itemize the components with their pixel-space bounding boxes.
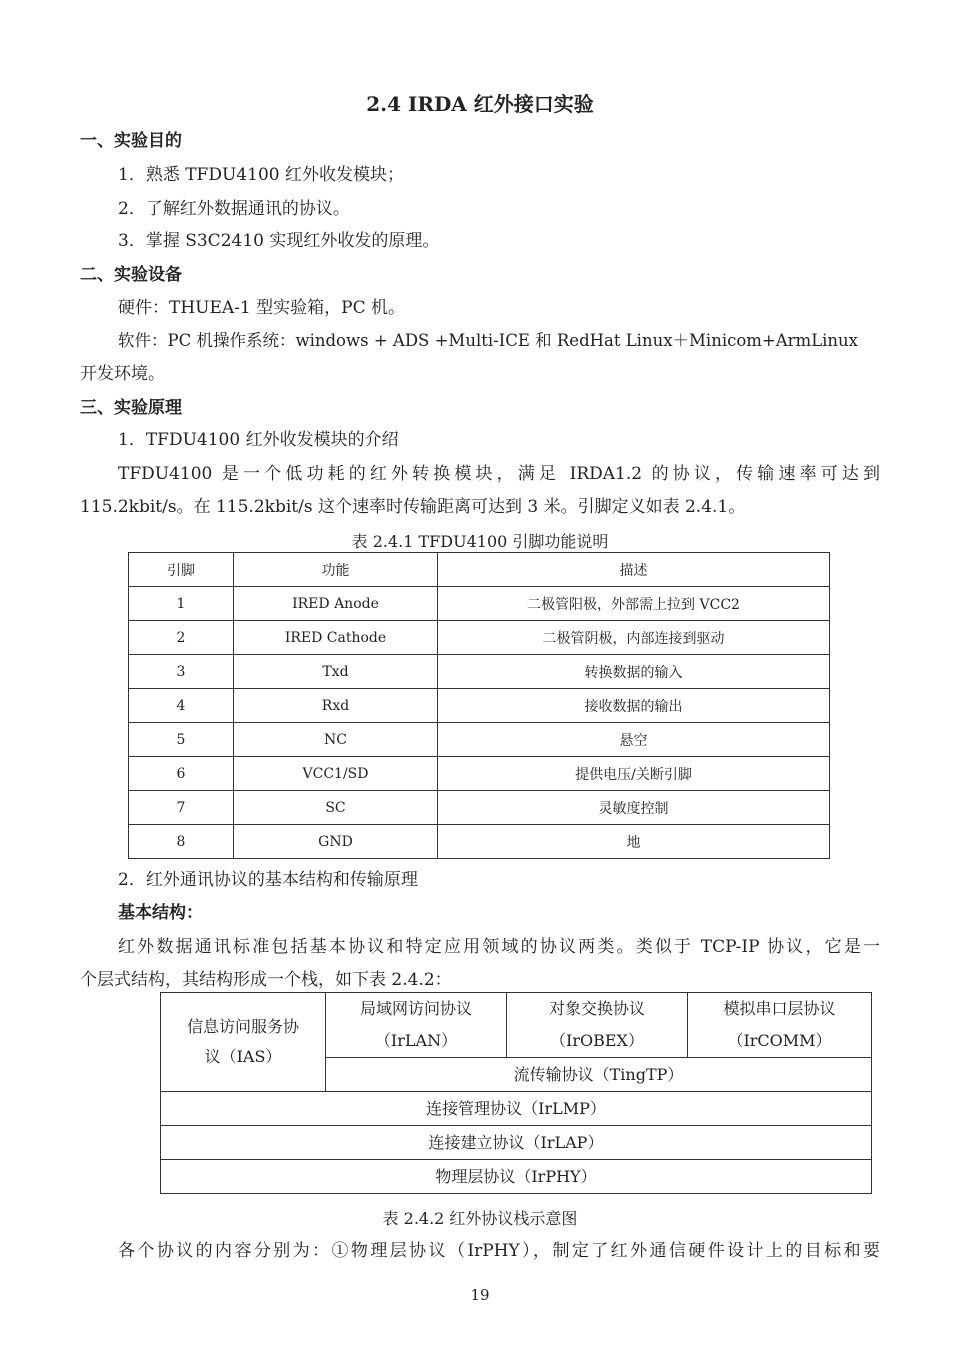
irlan-cell [326,993,507,1058]
pin-function-table [128,552,830,859]
pin-description: 地 [438,825,830,859]
software-text-line2: 开发环境。 [80,364,165,384]
pin-description: 提供电压/关断引脚 [438,757,830,791]
table-row [129,587,830,621]
hardware-text: 硬件：THUEA-1 型实验箱，PC 机。 [118,298,405,318]
irphy-cell: 物理层协议（IrPHY） [161,1160,872,1194]
pin-number: 7 [129,791,234,825]
section-heading-principle: 三、实验原理 [80,398,182,418]
principle-para3: 各个协议的内容分别为：①物理层协议（IrPHY），制定了红外通信硬件设计上的目标和要 [118,1241,880,1261]
ircomm-label-line2: （IrCOMM） [727,1031,832,1050]
pin-function: IRED Anode [234,587,438,621]
section-heading-equipment: 二、实验设备 [80,265,182,285]
principle-para2-line1: 红外数据通讯标准包括基本协议和特定应用领域的协议两类。类似于 TCP-IP 协议，它是一 [118,937,880,957]
tingtp-cell: 流传输协议（TingTP） [326,1058,872,1092]
pin-number: 4 [129,689,234,723]
pin-function: SC [234,791,438,825]
table-row [129,689,830,723]
irlan-label-line1: 局域网访问协议 [359,999,472,1018]
principle-para2-line2: 个层式结构，其结构形成一个栈，如下表 2.4.2： [80,970,452,990]
purpose-item-1: 1．熟悉 TFDU4100 红外收发模块； [118,165,404,185]
protocol-stack-table [160,992,872,1194]
pin-description: 灵敏度控制 [438,791,830,825]
basic-structure-heading: 基本结构： [118,903,203,923]
purpose-item-3: 3．掌握 S3C2410 实现红外收发的原理。 [118,231,440,251]
table-row [129,791,830,825]
pin-function: Txd [234,655,438,689]
header-pin: 引脚 [129,553,234,587]
irobex-label-line2: （IrOBEX） [550,1031,644,1050]
principle-para1-line2: 115.2kbit/s。在 115.2kbit/s 这个速率时传输距离可达到 3 米。引脚定义如表 2.4.1。 [80,497,746,517]
pin-number: 2 [129,621,234,655]
irobex-cell [507,993,688,1058]
table1-caption: 表 2.4.1 TFDU4100 引脚功能说明 [351,532,609,551]
pin-function: NC [234,723,438,757]
pin-number: 1 [129,587,234,621]
table-row [129,825,830,859]
ias-label-line2: 议（IAS） [204,1047,282,1066]
table-header-row [129,553,830,587]
pin-description: 悬空 [438,723,830,757]
ias-label-line1: 信息访问服务协 [186,1017,299,1036]
pin-number: 6 [129,757,234,791]
table-row [129,723,830,757]
pin-description: 二极管阳极，外部需上拉到 VCC2 [438,587,830,621]
ircomm-label-line1: 模拟串口层协议 [723,999,836,1018]
pin-description: 转换数据的输入 [438,655,830,689]
principle-subheading-2: 2．红外通讯协议的基本结构和传输原理 [118,870,418,890]
ias-cell [161,993,326,1092]
table-row [129,655,830,689]
principle-subheading-1: 1．TFDU4100 红外收发模块的介绍 [118,430,399,450]
page-number: 19 [470,1286,490,1304]
ircomm-cell [688,993,872,1058]
pin-function: GND [234,825,438,859]
header-function: 功能 [234,553,438,587]
table2-caption: 表 2.4.2 红外协议栈示意图 [382,1209,578,1228]
pin-function: IRED Cathode [234,621,438,655]
pin-number: 8 [129,825,234,859]
pin-number: 5 [129,723,234,757]
pin-description: 接收数据的输出 [438,689,830,723]
principle-para1-line1: TFDU4100 是一个低功耗的红外转换模块，满足 IRDA1.2 的协议，传输速率可达到 [118,464,880,484]
table-row [129,757,830,791]
irobex-label-line1: 对象交换协议 [548,999,645,1018]
purpose-item-2: 2．了解红外数据通讯的协议。 [118,199,350,219]
irlmp-cell: 连接管理协议（IrLMP） [161,1092,872,1126]
page-title: 2.4 IRDA 红外接口实验 [366,92,594,116]
irlap-cell: 连接建立协议（IrLAP） [161,1126,872,1160]
table-row [129,621,830,655]
irlan-label-line2: （IrLAN） [374,1031,458,1050]
software-text-line1: 软件：PC 机操作系统：windows + ADS +Multi-ICE 和 RedHat Linux＋Minicom+ArmLinux [118,331,858,350]
header-description: 描述 [438,553,830,587]
pin-number: 3 [129,655,234,689]
pin-description: 二极管阴极，内部连接到驱动 [438,621,830,655]
pin-function: VCC1/SD [234,757,438,791]
pin-function: Rxd [234,689,438,723]
section-heading-purpose: 一、实验目的 [80,131,182,151]
